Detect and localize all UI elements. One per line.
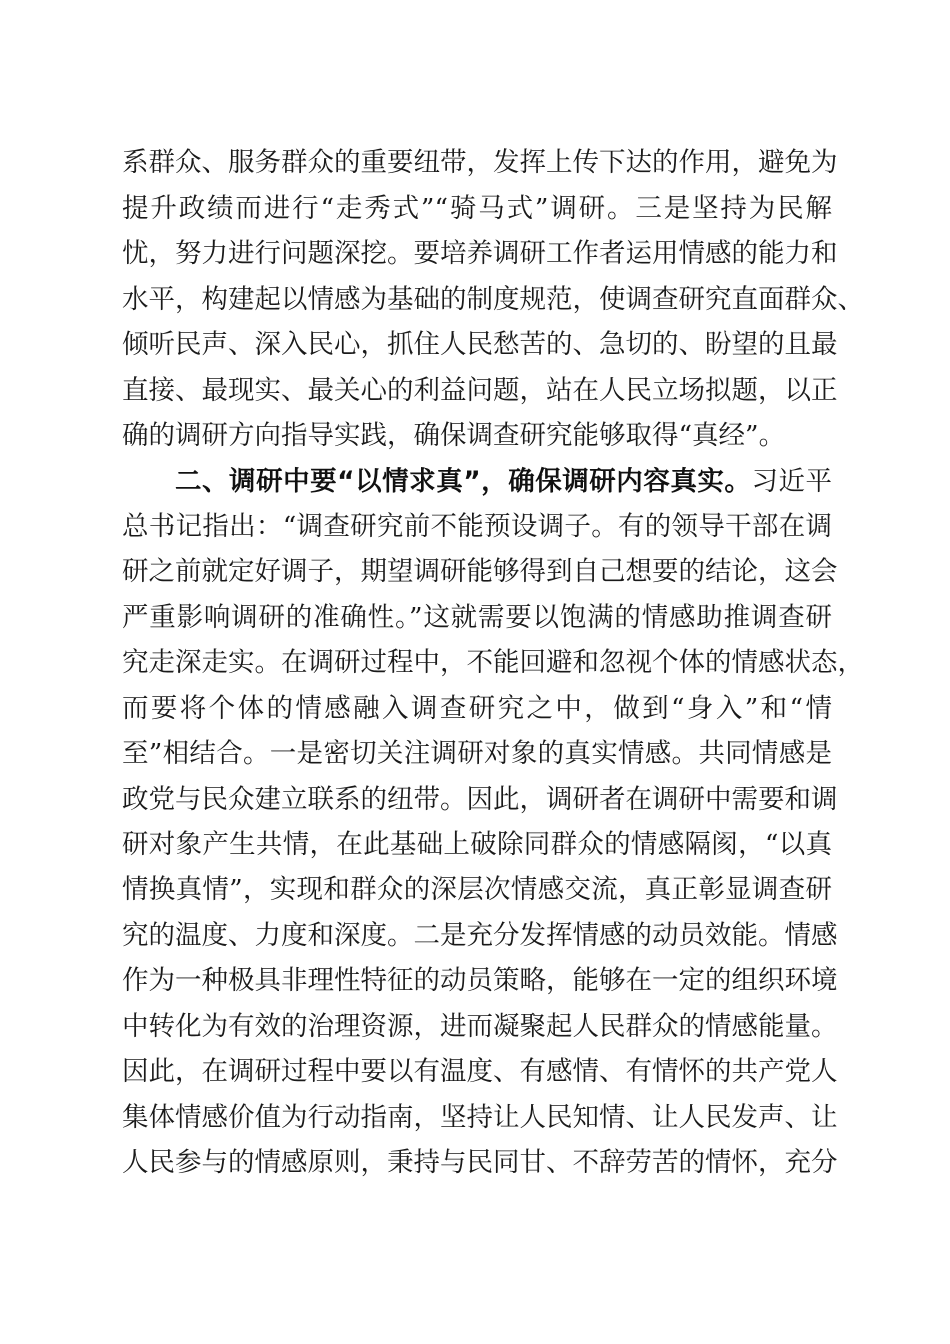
text-line-5: 倾听民声、深入民心，抓住人民愁苦的、急切的、盼望的且最	[122, 329, 838, 360]
text-line-22: 集体情感价值为行动指南，坚持让人民知情、让人民发声、让	[122, 1102, 838, 1133]
text-line-14: 至”相结合。一是密切关注调研对象的真实情感。共同情感是	[122, 738, 832, 769]
text-line-21: 因此，在调研过程中要以有温度、有感情、有情怀的共产党人	[122, 1056, 838, 1087]
text-line-4: 水平，构建起以情感为基础的制度规范，使调查研究直面群众、	[122, 284, 864, 315]
text-line-3: 忧，努力进行问题深挖。要培养调研工作者运用情感的能力和	[122, 238, 838, 269]
text-line-11: 严重影响调研的准确性。”这就需要以饱满的情感助推调查研	[122, 602, 832, 633]
text-line-16: 研对象产生共情，在此基础上破除同群众的情感隔阂，“以真	[122, 829, 832, 860]
text-line-2: 提升政绩而进行“走秀式”“骑马式”调研。三是坚持为民解	[122, 193, 832, 224]
text-line-12: 究走深走实。在调研过程中，不能回避和忽视个体的情感状态，	[122, 647, 864, 678]
text-line-1: 系群众、服务群众的重要纽带，发挥上传下达的作用，避免为	[122, 147, 838, 178]
text-line-9: 总书记指出：“调查研究前不能预设调子。有的领导干部在调	[122, 511, 832, 542]
section-heading-line	[175, 460, 832, 504]
text-line-23: 人民参与的情感原则，秉持与民同甘、不辞劳苦的情怀，充分	[122, 1147, 838, 1178]
text-line-20: 中转化为有效的治理资源，进而凝聚起人民群众的情感能量。	[122, 1011, 838, 1042]
text-line-13: 而要将个体的情感融入调查研究之中，做到“身入”和“情	[122, 693, 832, 724]
text-line-19: 作为一种极具非理性特征的动员策略，能够在一定的组织环境	[122, 965, 838, 996]
text-line-18: 究的温度、力度和深度。二是充分发挥情感的动员效能。情感	[122, 920, 838, 951]
text-line-17: 情换真情”，实现和群众的深层次情感交流，真正彰显调查研	[122, 874, 832, 905]
text-line-15: 政党与民众建立联系的纽带。因此，调研者在调研中需要和调	[122, 784, 838, 815]
heading-line-continuation: 习近平	[751, 466, 832, 497]
text-line-7: 确的调研方向指导实践，确保调查研究能够取得“真经”。	[122, 420, 786, 451]
text-line-10: 研之前就定好调子，期望调研能够得到自己想要的结论，这会	[122, 556, 838, 587]
text-line-6: 直接、最现实、最关心的利益问题，站在人民立场拟题，以正	[122, 375, 838, 406]
section-heading: 二、调研中要“以情求真”，确保调研内容真实。	[175, 466, 752, 497]
